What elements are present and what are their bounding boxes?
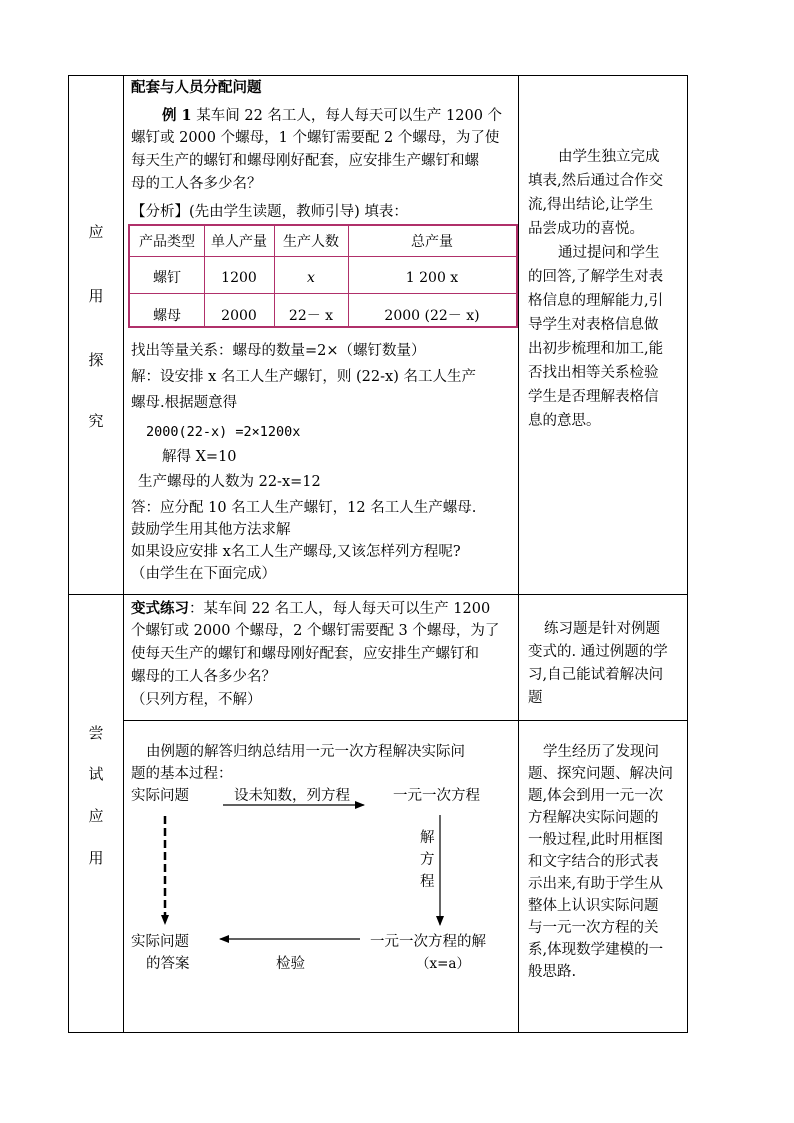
encourage-line: 鼓励学生用其他方法求解 [131, 522, 291, 538]
table-cell: 1200 [221, 270, 257, 286]
solution-line: 螺母.根据题意得 [131, 395, 238, 411]
table-border-right [687, 75, 688, 1033]
example-line-1: 例 1 某车间 22 名工人，每人每天可以生产 1200 个 [162, 107, 503, 124]
table-cell: x [307, 270, 315, 286]
example-line-4: 母的工人各多少名？ [131, 176, 262, 192]
diagram-linear-equation: 一元一次方程 [393, 788, 480, 804]
equation: 2000(22-x) =2×1200x [146, 424, 301, 440]
example-line-3: 每天生产的螺钉和螺母刚好配套，应安排生产螺钉和螺 [131, 153, 479, 169]
table-cell: 螺钉 [153, 270, 181, 286]
answer-line: 答：应分配 10 名工人生产螺钉，12 名工人生产螺母. [131, 500, 477, 516]
table-cell: 2000 (22－ x) [384, 308, 480, 324]
summary-intro: 题的基本过程： [131, 766, 233, 782]
diagram-solution-value: （x=a） [416, 956, 470, 972]
section-title: 配套与人员分配问题 [131, 79, 262, 96]
table-header: 生产人数 [283, 234, 339, 250]
alternate-question: 如果设应安排 x名工人生产螺母,又该怎样列方程呢? [131, 544, 461, 560]
variant-line: （只列方程，不解） [131, 692, 262, 708]
variant-line: 使每天生产的螺钉和螺母刚好配套，应安排生产螺钉和 [131, 646, 479, 662]
table-header: 产品类型 [139, 234, 195, 250]
quantity-table [128, 224, 518, 328]
variant-line: 螺母的工人各多少名？ [131, 669, 276, 685]
diagram-arrows [124, 721, 518, 1031]
row-divider-1 [68, 594, 688, 595]
equal-relation: 找出等量关系：螺母的数量=2×（螺钉数量） [131, 343, 426, 359]
diagram-real-problem: 实际问题 [131, 788, 189, 804]
example-line-2: 螺钉或 2000 个螺母，1 个螺钉需要配 2 个螺母，为了使 [131, 130, 500, 146]
diagram-solve: 方 [420, 852, 435, 868]
example-label: 例 1 [162, 107, 192, 124]
variant-label: 变式练习 [131, 600, 189, 617]
analysis-text: 【分析】(先由学生读题，教师引导) 填表： [131, 204, 408, 220]
nut-workers: 生产螺母的人数为 22-x=12 [138, 474, 321, 490]
column-divider-2 [518, 75, 519, 1033]
table-header: 总产量 [411, 234, 453, 250]
diagram-answer: 的答案 [146, 956, 190, 972]
variant-line-1: 变式练习：某车间 22 名工人，每人每天可以生产 1200 [131, 600, 491, 617]
table-border-left [68, 75, 69, 1033]
student-complete: （由学生在下面完成） [131, 566, 276, 582]
variant-line: 个螺钉或 2000 个螺母，2 个螺钉需要配 3 个螺母，为了 [131, 623, 500, 639]
solution-line: 解：设安排 x 名工人生产螺钉，则 (22-x) 名工人生产 [131, 369, 476, 385]
solve-result: 解得 X=10 [162, 449, 237, 465]
table-cell: 22－ x [288, 308, 334, 324]
summary-intro: 由例题的解答归纳总结用一元一次方程解决实际问 [146, 744, 465, 760]
diagram-check: 检验 [276, 956, 305, 972]
table-cell: 螺母 [153, 308, 181, 324]
diagram-solution: 一元一次方程的解 [370, 934, 486, 950]
diagram-solve: 解 [420, 830, 435, 846]
table-border-bottom [68, 1032, 688, 1033]
table-cell: 2000 [221, 308, 257, 324]
diagram-solve: 程 [420, 874, 435, 890]
table-header: 单人产量 [211, 234, 267, 250]
table-cell: 1 200 x [405, 270, 459, 286]
diagram-answer: 实际问题 [131, 934, 189, 950]
diagram-set-unknown: 设未知数，列方程 [234, 788, 350, 804]
